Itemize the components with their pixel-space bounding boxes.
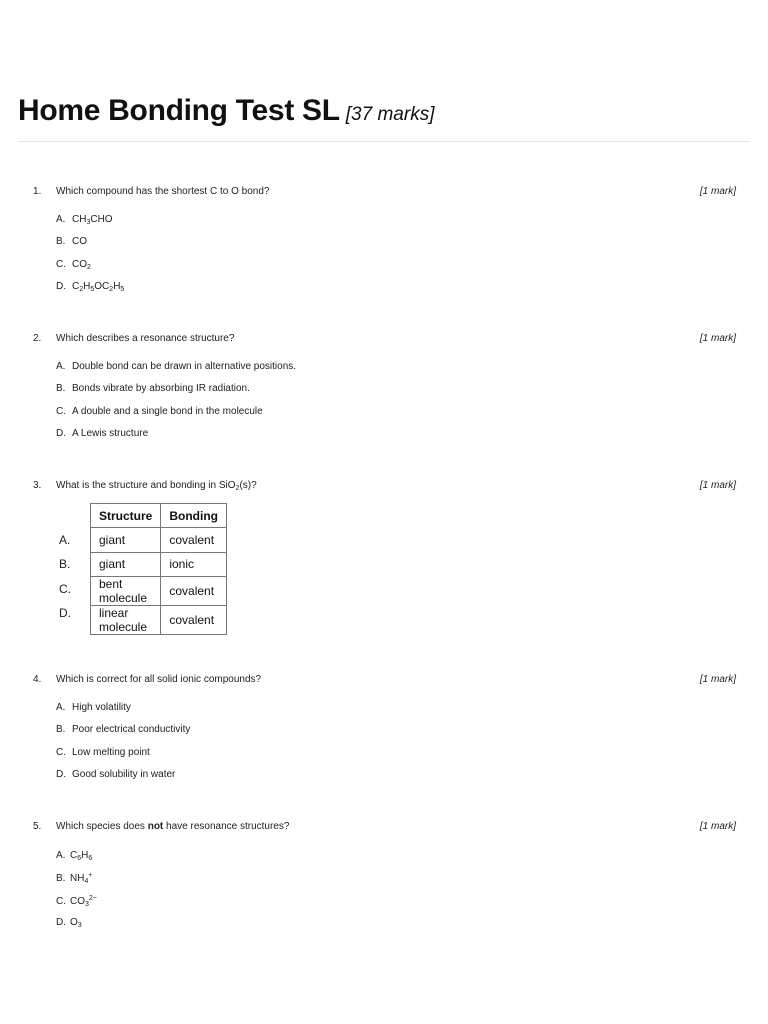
option-text-part: 3 (85, 900, 89, 908)
option-text-part: Low melting point (72, 746, 150, 758)
option-letter: B. (56, 724, 66, 736)
question-marks: [1 mark] (699, 186, 736, 197)
row-letter: C. (59, 582, 71, 596)
option-letter: A. (56, 702, 66, 713)
table-row (91, 577, 227, 606)
option-text-part: CHO (90, 214, 113, 225)
option-text (72, 214, 113, 225)
option-text-part: Bonds vibrate by absorbing IR radiation. (72, 383, 250, 395)
option-text-part: H (81, 850, 89, 861)
option-text-part: NH (70, 873, 85, 885)
option-text (72, 361, 296, 372)
option-text-part: CO (70, 895, 85, 907)
option-text-part: C (70, 850, 78, 861)
question-marks: [1 mark] (699, 821, 736, 832)
total-marks: [37 marks] (345, 104, 435, 125)
question-number: 5. (33, 821, 42, 832)
option-letter: B. (56, 383, 66, 395)
option-text-part: CO (72, 236, 87, 248)
option-letter: D. (56, 281, 66, 293)
question-stem: Which is correct for all solid ionic compounds? (56, 674, 262, 685)
bonding-cell: covalent (161, 528, 227, 552)
option-text (72, 383, 250, 394)
question-number: 3. (33, 480, 42, 491)
option-text (70, 850, 92, 861)
option-letter: A. (56, 850, 66, 861)
option-text (72, 428, 148, 439)
row-letter: A. (59, 533, 71, 547)
structure-cell: giant (91, 552, 161, 576)
option-text (72, 236, 87, 247)
structure-cell: bent molecule (91, 577, 161, 606)
question-marks: [1 mark] (699, 674, 736, 685)
question-number: 2. (33, 333, 42, 344)
option-text-part: 6 (77, 855, 82, 862)
question-marks: [1 mark] (699, 333, 736, 344)
answer-option (56, 850, 97, 872)
answer-option (56, 214, 124, 236)
stem-text-part: not (147, 821, 164, 832)
question-number: 1. (33, 186, 42, 197)
answer-option (56, 236, 124, 258)
option-letter: C. (56, 405, 66, 417)
answer-options (56, 702, 190, 792)
option-text (72, 281, 124, 292)
bonding-cell: covalent (161, 606, 227, 635)
option-text-part: C (72, 281, 80, 293)
option-text-part: 2 (79, 286, 84, 294)
option-text-part: 5 (90, 286, 95, 294)
answer-option (56, 428, 296, 450)
option-text-part: 6 (88, 855, 93, 862)
row-letter: B. (59, 557, 71, 571)
option-letter: A. (56, 361, 66, 372)
table-row (91, 528, 227, 552)
option-text-part: 5 (120, 286, 125, 294)
answer-option (56, 769, 190, 791)
option-text-part: 2 (87, 263, 91, 271)
answer-option (56, 361, 296, 383)
row-letter: D. (59, 606, 71, 620)
option-text-part: H (113, 281, 121, 293)
answer-options (56, 361, 296, 451)
option-text (72, 769, 175, 780)
option-text (70, 917, 82, 928)
stem-text-part: have resonance structures? (163, 821, 290, 832)
option-letter: B. (56, 873, 66, 885)
option-text-part: 2 (109, 286, 114, 294)
option-text (72, 259, 91, 270)
option-letter: C. (56, 895, 66, 907)
option-text-part: CH (72, 214, 87, 225)
table-row (91, 606, 227, 635)
stem-text-part: Which species does (56, 821, 148, 832)
option-text-part: Poor electrical conductivity (72, 724, 191, 736)
option-text-part: A double and a single bond in the molecule (72, 405, 263, 417)
question-stem (56, 480, 257, 492)
table-header-row (91, 504, 227, 528)
option-text-part: OC (94, 281, 110, 293)
question-stem (56, 821, 289, 832)
answer-option (56, 747, 190, 769)
title-divider (18, 141, 750, 142)
answer-option (56, 259, 124, 281)
answer-option (56, 281, 124, 303)
column-header: Structure (91, 504, 161, 528)
option-text-part: 3 (77, 922, 82, 930)
bonding-cell: ionic (161, 552, 227, 576)
option-text (72, 747, 150, 758)
structure-cell: giant (91, 528, 161, 552)
page-title (18, 94, 434, 128)
option-text-part: O (70, 917, 78, 929)
option-text (72, 724, 190, 735)
answer-option (56, 895, 97, 917)
answer-option (56, 872, 97, 894)
question-marks: [1 mark] (699, 480, 736, 491)
option-letter: D. (56, 917, 66, 929)
option-letter: C. (56, 258, 66, 270)
stem-text-part: (s)? (239, 480, 257, 491)
option-letter: A. (56, 214, 66, 225)
question-stem: Which describes a resonance structure? (56, 333, 235, 344)
option-text-part: A Lewis structure (72, 428, 149, 440)
table-row (91, 552, 227, 576)
option-text-part: Good solubility in water (72, 769, 176, 781)
structure-bonding-table (90, 503, 227, 635)
answer-option (56, 917, 97, 939)
option-text (70, 873, 92, 884)
answer-option (56, 406, 296, 428)
option-letter: D. (56, 769, 66, 781)
answer-option (56, 702, 190, 724)
title-text: Home Bonding Test SL (18, 94, 340, 127)
option-text-part: 4 (84, 878, 89, 886)
column-header: Bonding (161, 504, 227, 528)
answer-options (56, 850, 97, 940)
option-text-part: Double bond can be drawn in alternative positions. (72, 361, 297, 372)
option-letter: D. (56, 428, 66, 440)
question-stem: Which compound has the shortest C to O bond? (56, 186, 270, 197)
option-text-part: + (88, 872, 93, 880)
answer-option (56, 724, 190, 746)
option-text-part: 2− (88, 894, 97, 902)
option-text (72, 702, 131, 713)
answer-options (56, 214, 124, 304)
option-text (70, 896, 97, 907)
option-text-part: 3 (86, 219, 91, 226)
option-text-part: CO (72, 258, 87, 270)
bonding-cell: covalent (161, 577, 227, 606)
option-text-part: H (83, 281, 91, 293)
option-text-part: High volatility (72, 702, 131, 713)
option-letter: C. (56, 746, 66, 758)
stem-text-part: What is the structure and bonding in SiO (56, 480, 236, 491)
option-text (72, 406, 263, 417)
answer-option (56, 383, 296, 405)
structure-cell: linear molecule (91, 606, 161, 635)
option-letter: B. (56, 236, 66, 248)
question-number: 4. (33, 674, 42, 685)
stem-text-part: 2 (235, 485, 240, 492)
